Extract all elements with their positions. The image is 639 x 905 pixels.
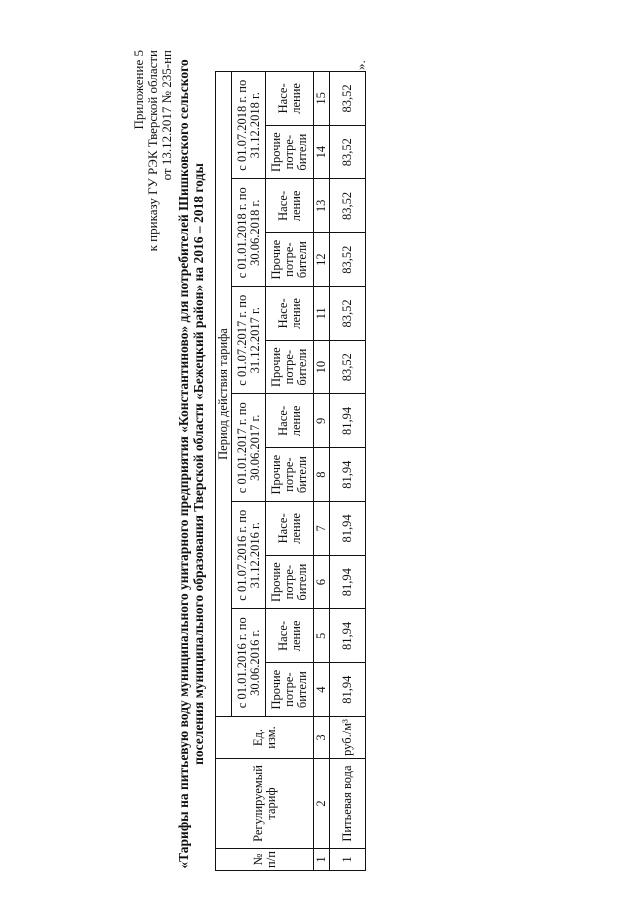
column-number: 13 — [314, 179, 330, 233]
column-number: 4 — [314, 663, 330, 717]
header-population: Насе- ление — [266, 609, 314, 663]
header-population: Насе- ление — [266, 394, 314, 448]
header-other-consumers: Прочие потре- бители — [266, 340, 314, 394]
document-title-line-2: поселения муниципального образования Тверской области «Бежецкий район» на 2016 – 2018 годы — [191, 163, 206, 765]
header-period-3: с 01.01.2017 г. по 30.06.2017 г. — [232, 394, 266, 502]
header-num: № п/п — [216, 849, 314, 871]
tariff-value: 81,94 — [330, 448, 366, 502]
header-other-consumers: Прочие потре- бители — [266, 555, 314, 609]
header-period-4: с 01.07.2017 г. по 31.12.2017 г. — [232, 287, 266, 395]
appendix-header — [132, 50, 174, 350]
tariff-table — [215, 71, 366, 871]
column-number: 8 — [314, 448, 330, 502]
column-number: 9 — [314, 394, 330, 448]
column-number: 6 — [314, 555, 330, 609]
tariff-value: 81,94 — [330, 609, 366, 663]
header-other-consumers: Прочие потре- бители — [266, 663, 314, 717]
header-period-5: с 01.01.2018 г. по 30.06.2018 г. — [232, 179, 266, 287]
header-other-consumers: Прочие потре- бители — [266, 125, 314, 179]
tariff-value: 83,52 — [330, 340, 366, 394]
tariff-value: 83,52 — [330, 125, 366, 179]
header-period: Период действия тарифа — [216, 72, 232, 717]
column-number-row — [314, 72, 330, 871]
header-population: Насе- ление — [266, 72, 314, 126]
appendix-order-ref: к приказу ГУ РЭК Тверской области — [145, 50, 160, 252]
header-other-consumers: Прочие потре- бители — [266, 448, 314, 502]
column-number: 2 — [314, 759, 330, 849]
column-number: 10 — [314, 340, 330, 394]
row-tariff-name: Питьевая вода — [330, 759, 366, 849]
document-page — [40, 50, 620, 880]
header-period-6: с 01.07.2018 г. по 31.12.2018 г. — [232, 72, 266, 180]
tariff-value: 83,52 — [330, 287, 366, 341]
tariff-value: 81,94 — [330, 555, 366, 609]
column-number: 11 — [314, 287, 330, 341]
appendix-title: Приложение 5 — [131, 50, 146, 130]
tariff-value: 83,52 — [330, 233, 366, 287]
column-number: 15 — [314, 72, 330, 126]
column-number: 3 — [314, 717, 330, 759]
column-number: 5 — [314, 609, 330, 663]
column-number: 1 — [314, 849, 330, 871]
header-population: Насе- ление — [266, 502, 314, 556]
header-population: Насе- ление — [266, 179, 314, 233]
tariff-value: 81,94 — [330, 502, 366, 556]
tariff-value: 81,94 — [330, 394, 366, 448]
tariff-value: 81,94 — [330, 663, 366, 717]
row-num: 1 — [330, 849, 366, 871]
header-other-consumers: Прочие потре- бители — [266, 233, 314, 287]
tariff-value: 83,52 — [330, 179, 366, 233]
column-number: 14 — [314, 125, 330, 179]
column-number: 12 — [314, 233, 330, 287]
document-title — [176, 54, 206, 874]
header-tariff: Регулируемый тариф — [216, 759, 314, 849]
document-title-line-1: «Тарифы на питьевую воду муниципального унитарного предприятия «Константиново» для потребителей Шишковского сельского — [176, 59, 191, 869]
column-number: 7 — [314, 502, 330, 556]
header-period-2: с 01.07.2016 г. по 31.12.2016 г. — [232, 502, 266, 610]
table-row — [330, 72, 366, 871]
table-header-row — [216, 72, 232, 871]
closing-quote: ». — [353, 60, 368, 70]
header-unit: Ед. изм. — [216, 717, 314, 759]
row-unit: руб./м³ — [330, 717, 366, 759]
header-period-1: с 01.01.2016 г. по 30.06.2016 г. — [232, 609, 266, 717]
appendix-order-date: от 13.12.2017 № 235-нп — [159, 50, 174, 181]
header-population: Насе- ление — [266, 287, 314, 341]
tariff-value: 83,52 — [330, 72, 366, 126]
